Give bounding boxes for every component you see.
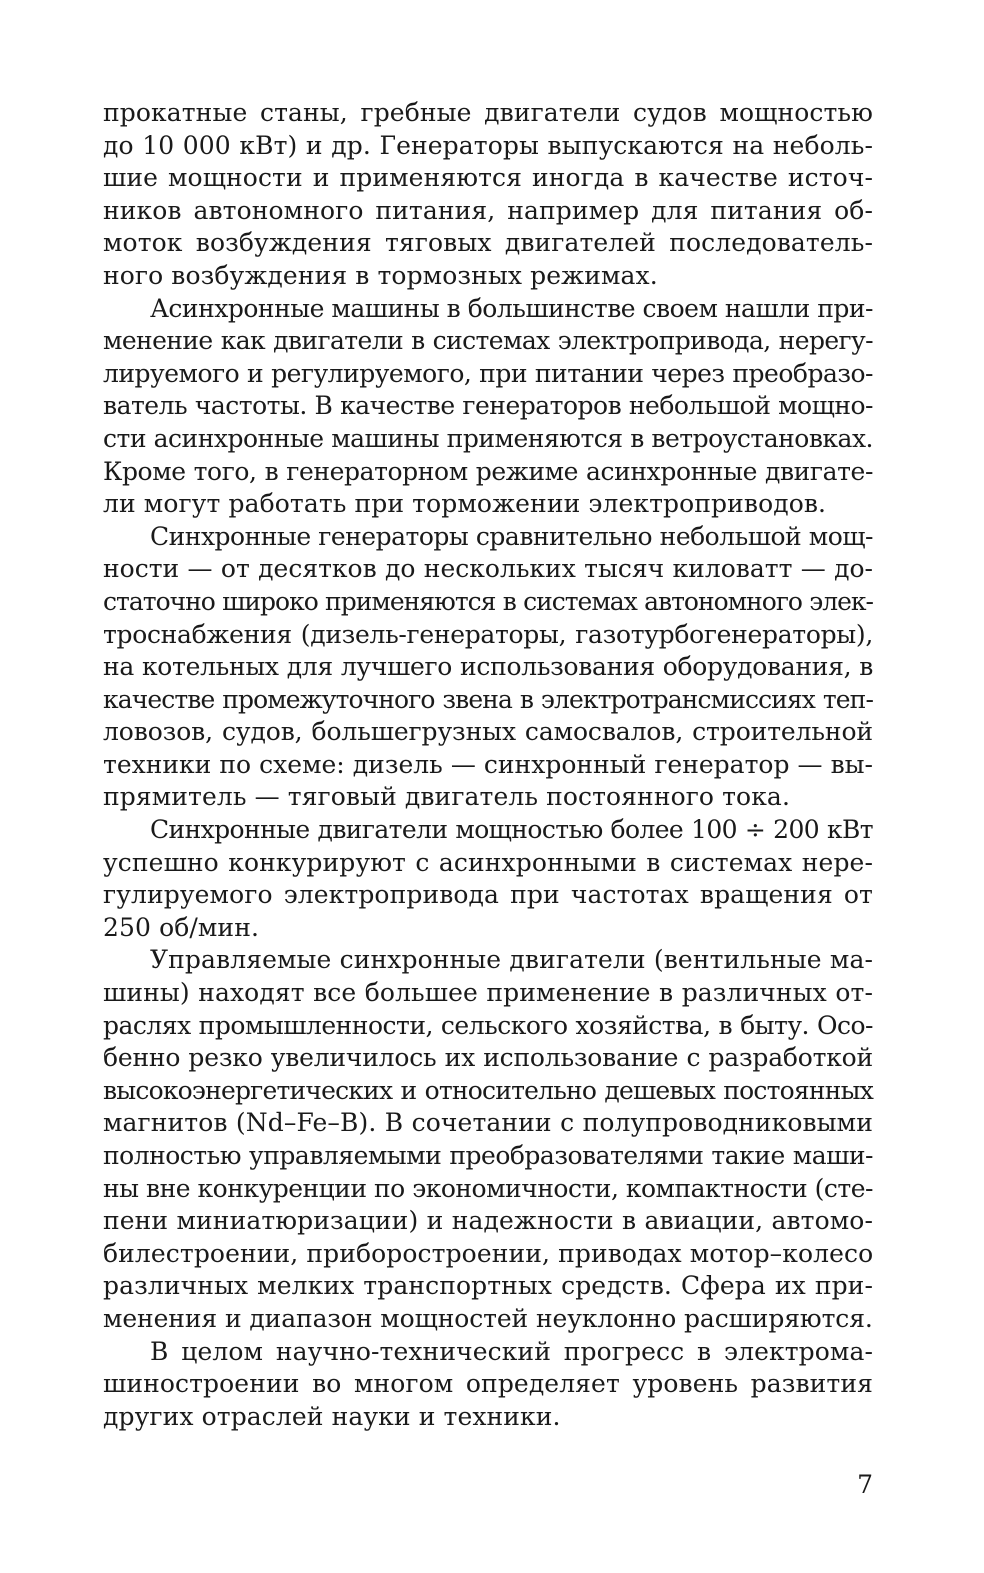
text-line: бенно резко увеличилось их использование с разработкой — [103, 1043, 873, 1073]
text-line: Управляемые синхронные двигатели (вентильные ма- — [150, 945, 873, 975]
text-line: менения и диапазон мощностей неуклонно расширяются. — [103, 1303, 873, 1333]
text-line: других отраслей науки и техники. — [103, 1401, 561, 1431]
text-line: ников автономного питания, например для питания об- — [103, 195, 873, 225]
text-line: на котельных для лучшего использования оборудования, в — [103, 652, 873, 682]
text-line: В целом научно-технический прогресс в электрома- — [150, 1336, 873, 1366]
text-line: шиностроении во многом определяет уровень развития — [103, 1369, 873, 1399]
text-line: сти асинхронные машины применяются в ветроустановках. — [103, 423, 873, 453]
text-line: раслях промышленности, сельского хозяйства, в быту. Осо- — [103, 1010, 873, 1040]
text-line: моток возбуждения тяговых двигателей последователь- — [103, 228, 873, 258]
text-line: шины) находят все большее применение в различных от- — [103, 978, 873, 1008]
page-number: 7 — [857, 1470, 873, 1499]
text-line: высокоэнергетических и относительно дешевых постоянных — [103, 1075, 873, 1105]
text-line: Кроме того, в генераторном режиме асинхронные двигате- — [103, 456, 873, 486]
text-line: гулируемого электропривода при частотах вращения от — [103, 880, 873, 910]
paragraph — [103, 814, 873, 944]
text-line: ности — от десятков до нескольких тысяч киловатт — до- — [103, 554, 873, 584]
text-line: прокатные станы, гребные двигатели судов мощностью — [103, 98, 873, 127]
text-line: ловозов, судов, большегрузных самосвалов, строительной — [103, 717, 873, 747]
text-line: успешно конкурируют с асинхронными в системах нере- — [103, 847, 873, 877]
text-line: магнитов (Nd–Fe–B). В сочетании с полупроводниковыми — [103, 1108, 873, 1138]
text-line: менение как двигатели в системах электропривода, нерегу- — [103, 326, 873, 356]
text-line: билестроении, приборостроении, приводах мотор–колесо — [103, 1238, 874, 1268]
text-line: прямитель — тяговый двигатель постоянного тока. — [103, 782, 790, 812]
text-line: Синхронные двигатели мощностью более 100 ÷ 200 кВт — [150, 815, 873, 845]
text-line: качестве промежуточного звена в электротрансмиссиях теп- — [103, 684, 873, 714]
paragraph — [103, 293, 873, 521]
text-line: пени миниатюризации) и надежности в авиации, автомо- — [103, 1206, 873, 1236]
text-line: ватель частоты. В качестве генераторов небольшой мощно- — [103, 391, 873, 421]
text-line: Асинхронные машины в большинстве своем нашли при- — [150, 293, 873, 323]
paragraph — [103, 97, 873, 293]
text-line: до 10 000 кВт) и др. Генераторы выпускаются на неболь- — [103, 130, 873, 160]
text-line: Синхронные генераторы сравнительно небольшой мощ- — [150, 521, 873, 551]
paragraph — [103, 1336, 873, 1434]
text-line: статочно широко применяются в системах автономного элек- — [103, 586, 873, 616]
text-line: ны вне конкуренции по экономичности, компактности (сте- — [103, 1173, 873, 1203]
paragraph — [103, 944, 873, 1335]
text-line: троснабжения (дизель-генераторы, газотурбогенераторы), — [103, 619, 873, 649]
text-line: техники по схеме: дизель — синхронный генератор — вы- — [103, 749, 873, 779]
text-line: 250 об/мин. — [103, 912, 260, 942]
text-line: различных мелких транспортных средств. Сфера их при- — [103, 1271, 873, 1301]
body-text — [103, 97, 873, 1433]
text-line: ного возбуждения в тормозных режимах. — [103, 260, 658, 290]
paragraph — [103, 521, 873, 814]
text-line: шие мощности и применяются иногда в качестве источ- — [103, 163, 873, 193]
text-line: полностью управляемыми преобразователями такие маши- — [103, 1141, 873, 1170]
text-line: лируемого и регулируемого, при питании через преобразо- — [103, 358, 873, 388]
text-line: ли могут работать при торможении электроприводов. — [103, 489, 827, 519]
